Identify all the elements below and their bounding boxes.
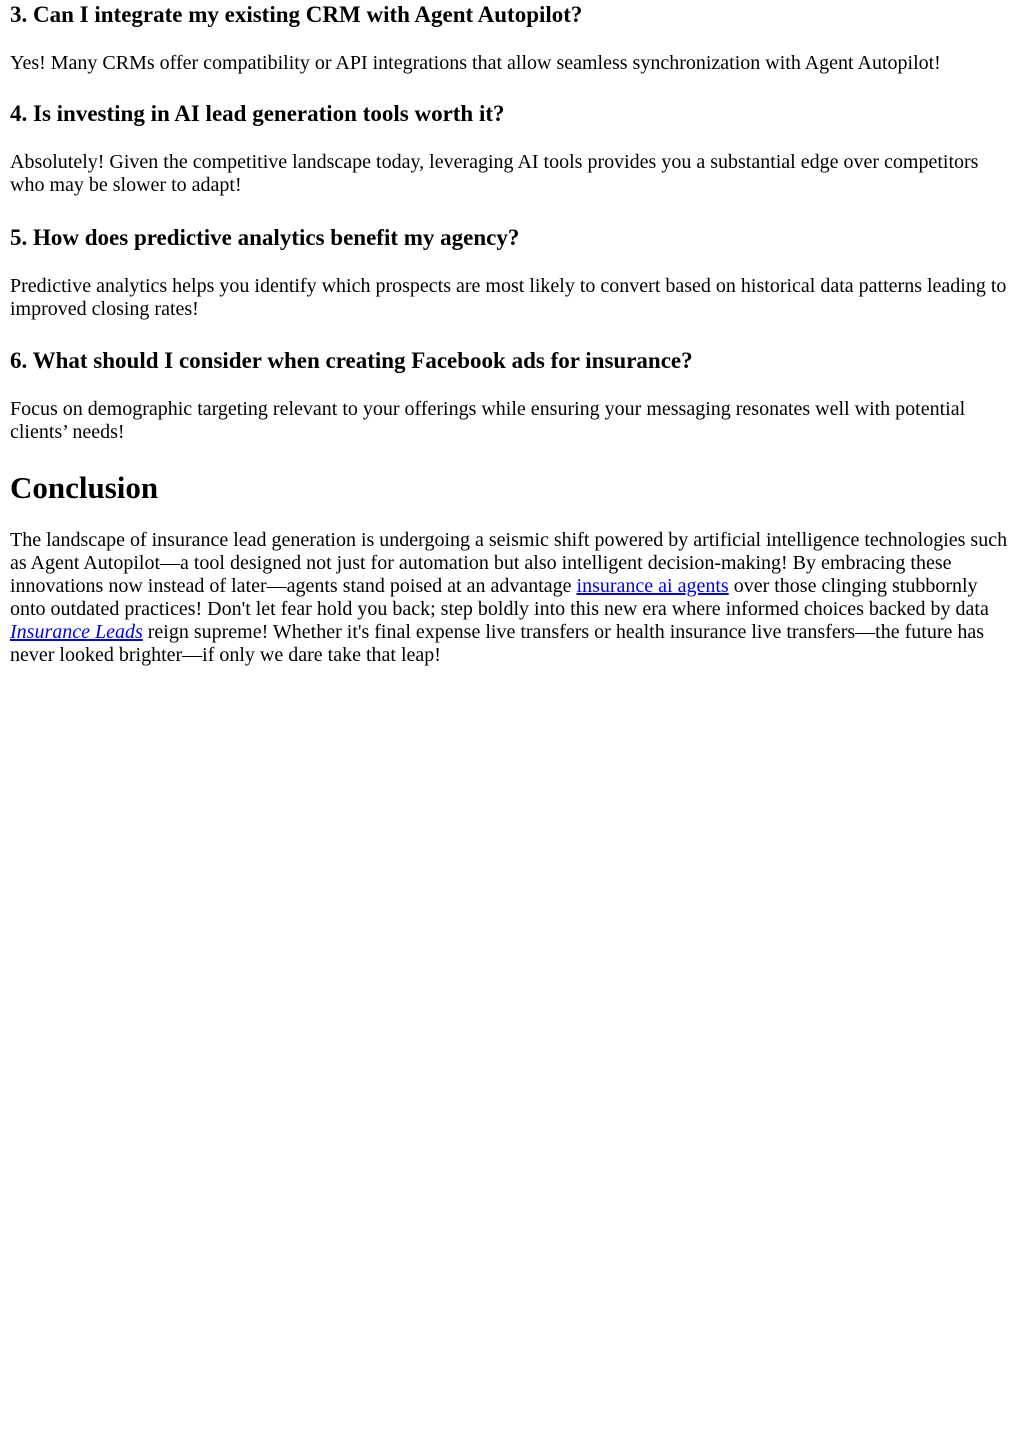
insurance-ai-agents-link[interactable]: insurance ai agents bbox=[576, 575, 729, 597]
faq-question-3: 3. Can I integrate my existing CRM with Agent Autopilot? bbox=[10, 2, 583, 27]
faq-answer-6: Focus on demographic targeting relevant to your offerings while ensuring your messaging resonates well with potential clients’ needs! bbox=[10, 398, 966, 443]
conclusion-text-part-3: reign supreme! Whether it's final expense live transfers or health insurance live transfers—the future has never looked brighter—if only we dare take that leap! bbox=[10, 621, 985, 666]
faq-question-6: 6. What should I consider when creating Facebook ads for insurance? bbox=[10, 348, 693, 373]
conclusion-text-part-1: The landscape of insurance lead generation is undergoing a seismic shift powered by artificial intelligence technologies such as Agent Autopilot—a tool designed not just for automation but also intelligent decision-making! By embracing these innovations now instead of later—agents stand poised at an advantage bbox=[10, 529, 1008, 597]
faq-question-5: 5. How does predictive analytics benefit my agency? bbox=[10, 225, 520, 250]
conclusion-text-part-2: over those clinging stubbornly onto outdated practices! Don't let fear hold you back; step boldly into this new era where informed choices backed by data bbox=[10, 575, 989, 620]
article-content bbox=[0, 1, 1024, 667]
faq-answer-5: Predictive analytics helps you identify which prospects are most likely to convert based on historical data patterns leading to improved closing rates! bbox=[10, 275, 1007, 320]
conclusion-paragraph bbox=[10, 529, 1014, 667]
faq-answer-4: Absolutely! Given the competitive landscape today, leveraging AI tools provides you a substantial edge over competitors who may be slower to adapt! bbox=[10, 151, 979, 196]
insurance-leads-link[interactable]: Insurance Leads bbox=[10, 621, 143, 643]
faq-question-4: 4. Is investing in AI lead generation tools worth it? bbox=[10, 101, 505, 126]
faq-answer-3: Yes! Many CRMs offer compatibility or API integrations that allow seamless synchronization with Agent Autopilot! bbox=[10, 52, 941, 74]
conclusion-heading: Conclusion bbox=[10, 470, 159, 505]
